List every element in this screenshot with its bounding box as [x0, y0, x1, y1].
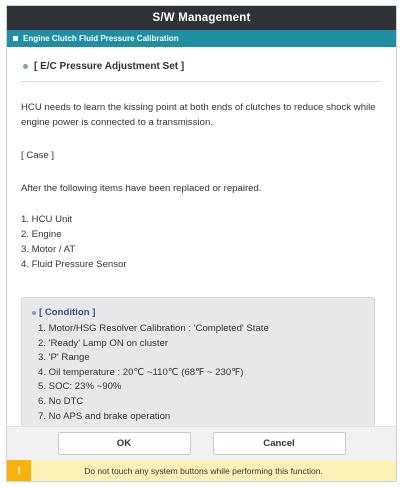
list-item: 3. Motor / AT [21, 244, 76, 255]
content-area[interactable] [7, 47, 396, 427]
condition-item: 2. 'Ready' Lamp ON on cluster [38, 337, 169, 349]
ok-button[interactable]: OK [58, 432, 191, 455]
square-bullet-icon [13, 36, 18, 41]
warning-text: Do not touch any system buttons while performing this function. [84, 465, 323, 476]
list-item: 2. Engine [21, 229, 62, 240]
window-title: S/W Management [152, 12, 251, 24]
intro-text: HCU needs to learn the kissing point at both ends of clutches to reduce shock while engine power is connected to a transmission. [21, 102, 376, 128]
bullet-icon [32, 311, 36, 315]
condition-item: 1. Motor/HSG Resolver Calibration : 'Completed' State [38, 323, 269, 334]
section-header [21, 61, 382, 82]
condition-item: 6. No DTC [38, 395, 84, 407]
condition-item: 5. SOC: 23% ~90% [38, 381, 122, 393]
function-title: Engine Clutch Fluid Pressure Calibration [23, 34, 179, 43]
warning-icon: ! [7, 460, 31, 481]
condition-header [32, 307, 364, 318]
replaced-items-list [21, 212, 382, 272]
title-bar [7, 6, 396, 30]
condition-item: 3. 'P' Range [38, 352, 90, 364]
condition-box [21, 297, 375, 427]
condition-list [32, 322, 364, 424]
button-bar [7, 426, 396, 460]
dialog-window [6, 5, 397, 482]
case-intro: After the following items have been replaced or repaired. [21, 183, 262, 194]
function-header [7, 30, 396, 47]
list-item: 1. HCU Unit [21, 214, 73, 225]
cancel-button[interactable]: Cancel [213, 432, 346, 455]
condition-item: 4. Oil temperature : 20℃ ~110℃ (68℉ ~ 230℉) [38, 366, 244, 378]
condition-title: [ Condition ] [39, 307, 96, 318]
condition-item: 7. No APS and brake operation [38, 410, 171, 422]
warning-bar [7, 460, 396, 481]
case-label: [ Case ] [21, 150, 55, 161]
bullet-icon [23, 64, 28, 69]
section-title: [ E/C Pressure Adjustment Set ] [34, 61, 185, 72]
list-item: 4. Fluid Pressure Sensor [21, 259, 127, 270]
